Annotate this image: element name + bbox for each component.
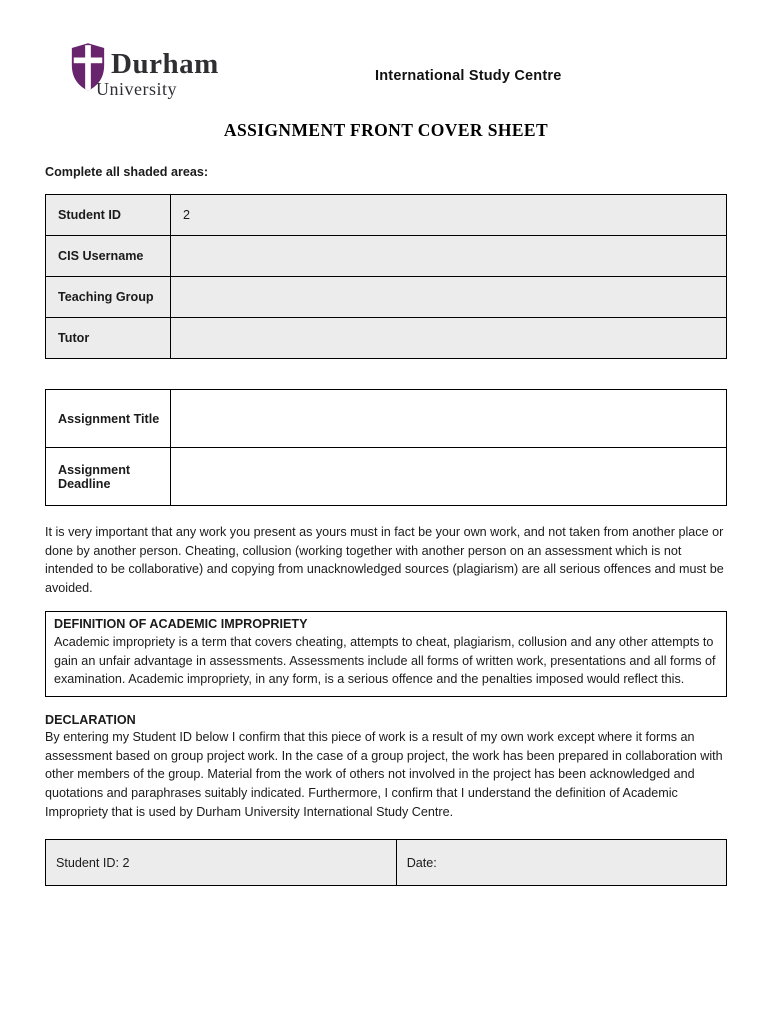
table-row (46, 318, 727, 359)
assignment-title-label: Assignment Title (46, 390, 171, 448)
table-row (46, 390, 727, 448)
signature-date-cell[interactable]: Date: (396, 840, 726, 886)
tutor-label: Tutor (46, 318, 171, 359)
teaching-group-field[interactable] (171, 277, 727, 318)
assignment-title-field[interactable] (171, 390, 727, 448)
table-row (46, 448, 727, 506)
teaching-group-label: Teaching Group (46, 277, 171, 318)
signature-table (45, 839, 727, 886)
intro-paragraph: It is very important that any work you present as yours must in fact be your own work, and not taken from another place or done by another person. Cheating, collusion (working together with another person on an assessment which is not intended to be collaborative) and copying from unacknowledged sources (plagiarism) are all serious offences and must be avoided. (45, 525, 724, 595)
definition-body: Academic impropriety is a term that covers cheating, attempts to cheat, plagiarism, collusion and any other attempts to gain an unfair advantage in assessments. Assessments include all forms of written work, presentations and all forms of examination. Academic impropriety, in any form, is a serious offence and the penalties imposed would reflect this. (54, 635, 716, 687)
definition-box (45, 611, 727, 698)
tutor-field[interactable] (171, 318, 727, 359)
table-row (46, 277, 727, 318)
cis-username-label: CIS Username (46, 236, 171, 277)
signature-student-id-cell[interactable]: Student ID: 2 (46, 840, 397, 886)
centre-name: International Study Centre (375, 68, 562, 84)
student-id-label: Student ID (46, 195, 171, 236)
table-row (46, 236, 727, 277)
page-title: ASSIGNMENT FRONT COVER SHEET (223, 120, 549, 140)
logo-durham-text: Durham (111, 48, 219, 80)
instruction-text: Complete all shaded areas: (45, 165, 209, 179)
cis-username-field[interactable] (171, 236, 727, 277)
declaration-heading: DECLARATION (45, 713, 136, 727)
student-info-table (45, 194, 727, 359)
table-row (46, 195, 727, 236)
page-header (45, 42, 727, 106)
assignment-deadline-field[interactable] (171, 448, 727, 506)
declaration-body: By entering my Student ID below I confirm that this piece of work is a result of my own work except where it forms an assessment based on group project work. In the case of a group project, the work has been prepared in collaboration with other members of the group. Material from the work of others not involved in the project has been acknowledged and quotations and paraphrases suitably indicated. Furthermore, I confirm that I understand the definition of Academic Impropriety that is used by Durham University International Study Centre. (45, 730, 723, 819)
assignment-deadline-label: Assignment Deadline (46, 448, 171, 506)
logo-university-text: University (96, 79, 177, 99)
student-id-field[interactable]: 2 (171, 195, 727, 236)
definition-heading: DEFINITION OF ACADEMIC IMPROPRIETY (54, 616, 308, 631)
assignment-info-table (45, 389, 727, 506)
durham-wordmark (96, 48, 219, 100)
table-row (46, 840, 727, 886)
